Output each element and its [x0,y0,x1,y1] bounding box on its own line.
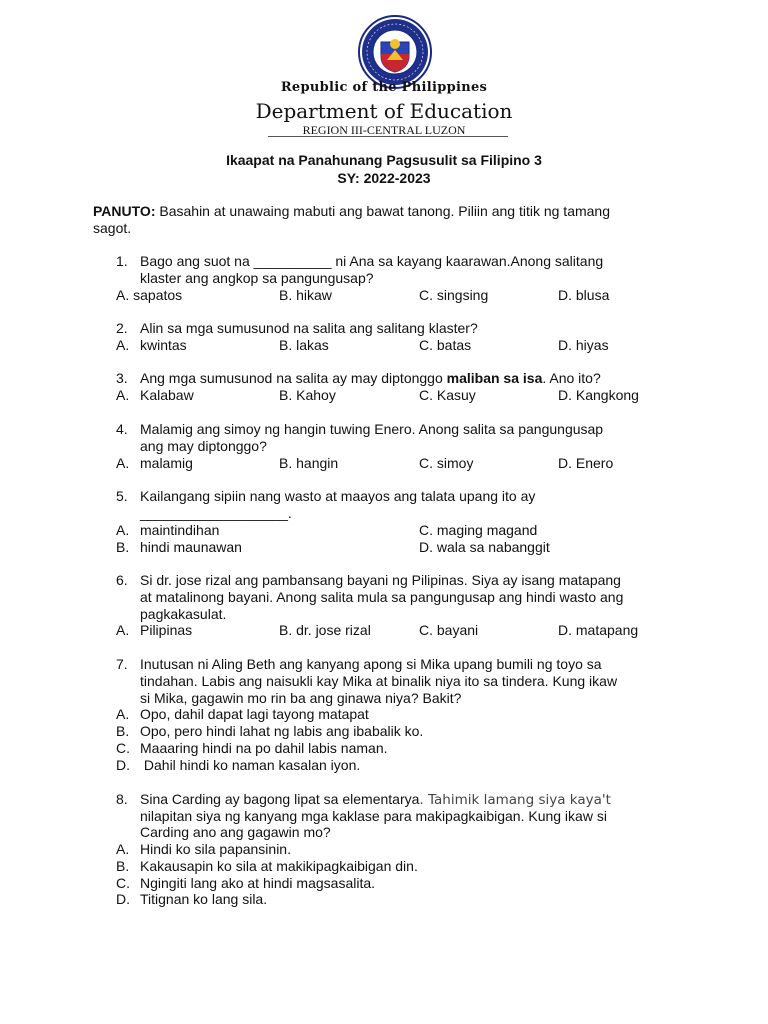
q7-question-line-2: tindahan. Labis ang naisukli kay Mika at binalik niya ito sa tindera. Kung ikaw [140,673,618,689]
q6-option-a-letter: A. [116,622,130,638]
q5-option-c: C. maging magand [419,522,538,538]
q5-option-b-letter: B. [116,539,130,555]
q1-option-a: A. sapatos [116,287,183,303]
q8-option-a: Hindi ko sila papansinin. [140,841,291,857]
instructions-label: PANUTO: [93,203,156,219]
republic-heading: Republic of the Philippines [280,80,488,95]
q1-option-c: C. singsing [419,287,489,303]
q7-question-line-3: si Mika, gagawin mo rin ba ang ginawa niya? Bakit? [140,690,462,706]
q8-option-c-letter: C. [116,875,130,891]
q6-option-b: B. dr. jose rizal [279,622,371,638]
q8-option-c: Ngingiti lang ako at hindi magsasalita. [140,875,376,891]
exam-title: Ikaapat na Panahunang Pagsusulit sa Filipino 3 [226,152,542,168]
q2-question: Alin sa mga sumusunod na salita ang salitang klaster? [140,320,478,336]
q6-option-c: C. bayani [419,622,479,638]
q8-option-b-letter: B. [116,858,130,874]
q3-option-d: D. Kangkong [558,387,639,403]
q8-question-line-1 [140,791,611,809]
department-heading: Department of Education [255,99,513,123]
instructions-line-2: sagot. [93,220,132,236]
q7-option-a: Opo, dahil dapat lagi tayong matapat [140,706,369,722]
instructions-text: Basahin at unawaing mabuti ang bawat tanong. Piliin ang titik ng tamang [155,203,611,219]
q2-number: 2. [116,320,128,336]
q7-option-c-letter: C. [116,740,130,756]
q5-question-line-1: Kailangang sipiin nang wasto at maayos ang talata upang ito ay [140,488,536,504]
q7-option-d-letter: D. [116,757,130,773]
q8-question-text-continued: . Tahimik lamang siya kaya't [419,792,611,808]
q5-option-a-letter: A. [116,522,130,538]
q1-question-line-2: klaster ang angkop sa pangungusap? [140,270,374,286]
q8-question-line-2: nilapitan siya ng kanyang mga kaklase para makipagkaibigan. Kung ikaw si [140,808,607,824]
q4-option-b: B. hangin [279,455,339,471]
q6-option-a: Pilipinas [140,622,193,638]
q3-number: 3. [116,370,128,386]
q2-option-a-letter: A. [116,337,130,353]
q7-option-a-letter: A. [116,706,130,722]
q7-option-c: Maaaring hindi na po dahil labis naman. [140,740,388,756]
q4-question-line-2: ang may diptonggo? [140,438,267,454]
q8-number: 8. [116,791,128,807]
q4-option-a-letter: A. [116,455,130,471]
school-year: SY: 2022-2023 [337,170,431,186]
q5-number: 5. [116,488,128,504]
q8-question-line-3: Carding ano ang gagawin mo? [140,824,331,840]
instructions-line-1 [93,203,610,220]
q1-option-b: B. hikaw [279,287,332,303]
q3-question-emphasis: maliban sa isa [446,370,543,386]
q2-option-c: C. batas [419,337,472,353]
q4-question-line-1: Malamig ang simoy ng hangin tuwing Enero. Anong salita sa pangungusap [140,421,604,437]
q7-option-d: Dahil hindi ko naman kasalan iyon. [140,757,361,773]
q3-option-b: B. Kahoy [279,387,336,403]
region-heading: REGION III-CENTRAL LUZON [302,123,466,137]
q7-option-b-letter: B. [116,723,130,739]
q5-option-a: maintindihan [140,522,220,538]
q8-option-d: Titignan ko lang sila. [140,891,268,907]
q2-option-a: kwintas [140,337,187,353]
q1-question-line-1: Bago ang suot na __________ ni Ana sa kayang kaarawan.Anong salitang [140,253,604,269]
q8-option-a-letter: A. [116,841,130,857]
q6-question-line-1: Si dr. jose rizal ang pambansang bayani ng Pilipinas. Siya ay isang matapang [140,572,621,588]
q8-question-text: Sina Carding ay bagong lipat sa elementarya [140,791,420,807]
header-divider [268,136,508,137]
q5-question-line-2: ___________________. [140,505,292,521]
q2-option-b: B. lakas [279,337,329,353]
q6-question-line-2: at matalinong bayani. Anong salita mula sa pangungusap ang hindi wasto ang [140,589,624,605]
q1-option-d: D. blusa [558,287,610,303]
q7-option-b: Opo, pero hindi lahat ng labis ang ibabalik ko. [140,723,424,739]
deped-seal-icon [357,14,433,90]
q3-question-text: Ang mga sumusunod na salita ay may diptonggo [140,370,447,386]
q3-option-a-letter: A. [116,387,130,403]
q8-option-d-letter: D. [116,891,130,907]
q6-option-d: D. matapang [558,622,639,638]
q2-option-d: D. hiyas [558,337,609,353]
q3-question [140,370,601,387]
q4-option-a: malamig [140,455,193,471]
q5-option-d: D. wala sa nabanggit [419,539,550,555]
q4-number: 4. [116,421,128,437]
q4-option-c: C. simoy [419,455,474,471]
q3-option-c: C. Kasuy [419,387,476,403]
q5-option-b: hindi maunawan [140,539,242,555]
q6-question-line-3: pagkakasulat. [140,606,227,622]
q1-number: 1. [116,253,128,269]
q3-option-a: Kalabaw [140,387,194,403]
q3-question-end: . Ano ito? [542,370,601,386]
q7-number: 7. [116,656,128,672]
q6-number: 6. [116,572,128,588]
q7-question-line-1: Inutusan ni Aling Beth ang kanyang apong si Mika upang bumili ng toyo sa [140,656,602,672]
q8-option-b: Kakausapin ko sila at makikipagkaibigan din. [140,858,418,874]
q4-option-d: D. Enero [558,455,614,471]
